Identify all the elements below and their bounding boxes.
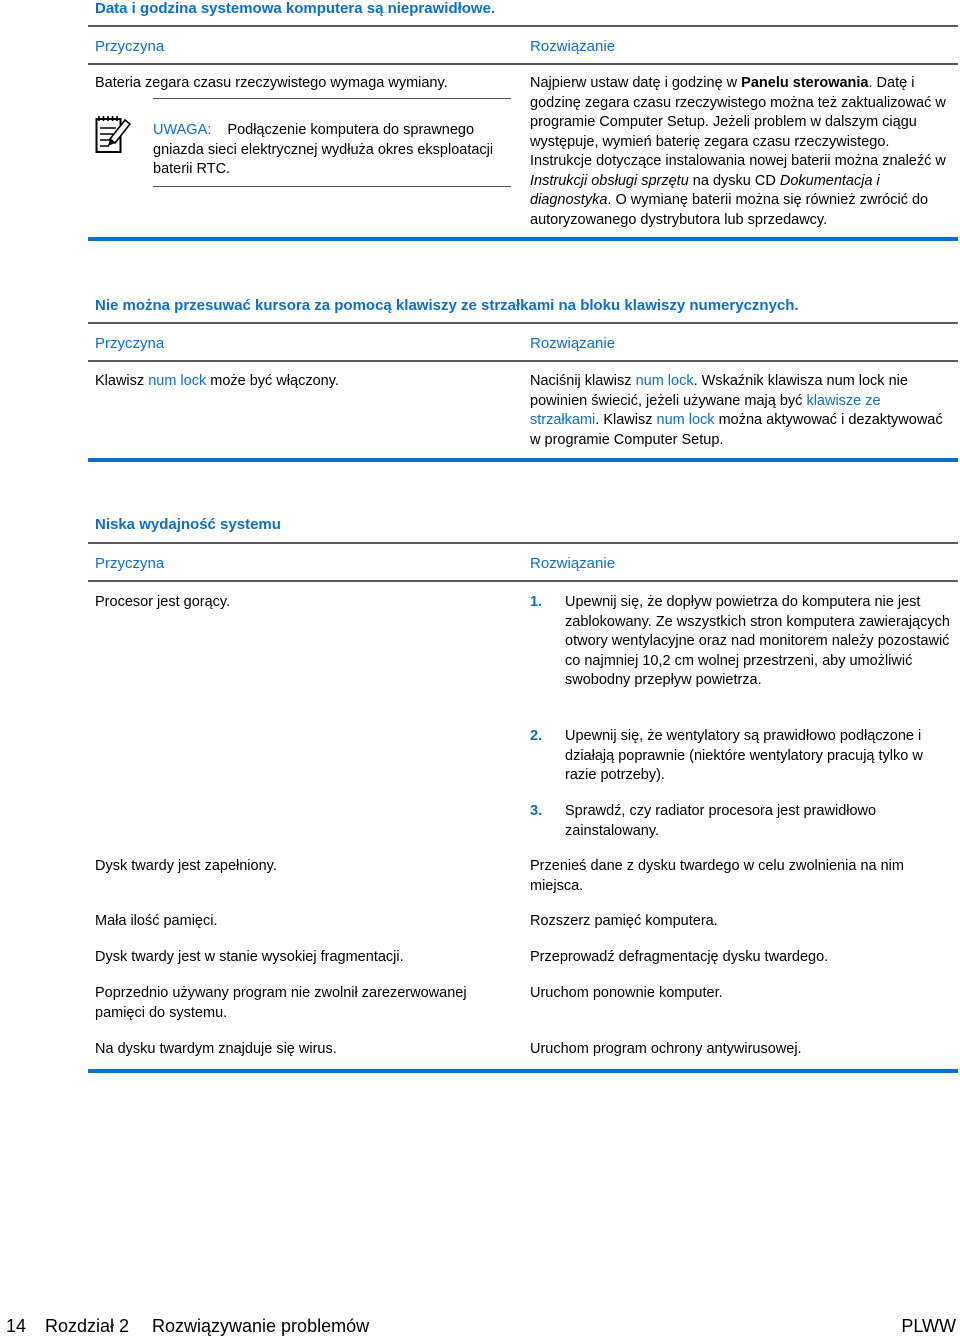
note-text: Podłączenie komputera do sprawnego gniazda sieci elektrycznej wydłuża okres eksploatacji baterii RTC.: [153, 122, 494, 177]
cause-text: Bateria zegara czasu rzeczywistego wymaga wymiany.: [95, 75, 448, 91]
documentation-cd-ref: Dokumentacja i diagnostyka: [530, 172, 880, 208]
section-bar: [88, 1069, 958, 1073]
page-number: 14: [6, 1316, 27, 1336]
solution-text: Najpierw ustaw datę i godzinę w Panelu sterowania. Datę i godzinę zegara czasu rzeczywistego można też zaktualizować w programie Computer Setup. Jeżeli problem w dalszym ciągu występuje, wymień baterię zegara czasu rzeczywistego. Instrukcje dotyczące instalowania nowej baterii można znaleźć w Instrukcji obsługi sprzętu na dysku CD Dokumentacja i diagnostyka. O wymianę baterii można się również zwrócić do autoryzowanego dystrybutora lub sprzedawcy.: [530, 75, 946, 228]
chapter-label: Rozdział 2: [45, 1316, 130, 1336]
section1-title: Data i godzina systemowa komputera są nieprawidłowe.: [95, 0, 496, 17]
note-block: [153, 121, 508, 180]
cause-header: Przyczyna: [95, 555, 165, 572]
cause-text: Klawisz num lock może być włączony.: [95, 373, 339, 389]
num-lock-ref: num lock: [635, 373, 694, 389]
cause-text: Mała ilość pamięci.: [95, 913, 218, 929]
control-panel-ref: Panelu sterowania: [741, 75, 869, 91]
num-lock-ref: num lock: [656, 412, 715, 428]
cause-text: Dysk twardy jest w stanie wysokiej fragmentacji.: [95, 949, 404, 965]
section2-title: Nie można przesuwać kursora za pomocą klawiszy ze strzałkami na bloku klawiszy numerycznych.: [95, 297, 799, 314]
document-code: PLWW: [901, 1316, 956, 1336]
step-number: 3.: [530, 803, 543, 819]
cause-text: Dysk twardy jest zapełniony.: [95, 858, 277, 874]
solution-text: Uruchom ponownie komputer.: [530, 985, 723, 1001]
step-text: Sprawdź, czy radiator procesora jest prawidłowo zainstalowany.: [565, 803, 877, 839]
cause-text: Poprzednio używany program nie zwolnił zarezerwowanej pamięci do systemu.: [95, 985, 467, 1021]
hardware-guide-ref: Instrukcji obsługi sprzętu: [530, 172, 689, 189]
step-text: Upewnij się, że dopływ powietrza do komputera nie jest zablokowany. Ze wszystkich stron komputera zawierających otwory wentylacyjne oraz nad monitorem należy pozostawić co najmniej 10,2 cm wolnej przestrzeni, aby umożliwić swobodny przepływ powietrza.: [565, 594, 950, 688]
cause-text: Procesor jest gorący.: [95, 594, 231, 610]
chapter-title: Rozwiązywanie problemów: [152, 1316, 370, 1336]
cause-header: Przyczyna: [95, 38, 165, 55]
note-top-rule: [153, 98, 511, 99]
step-number: 2.: [530, 728, 543, 744]
solution-header: Rozwiązanie: [530, 335, 616, 352]
num-lock-ref: num lock: [148, 373, 207, 389]
divider: [88, 322, 958, 324]
solution-header: Rozwiązanie: [530, 555, 616, 572]
section-bar: [88, 458, 958, 462]
section-bar: [88, 237, 958, 241]
cause-text: Na dysku twardym znajduje się wirus.: [95, 1041, 337, 1057]
note-bottom-rule: [153, 186, 511, 187]
divider: [88, 580, 958, 582]
solution-text: Przenieś dane z dysku twardego w celu zwolnienia na nim miejsca.: [530, 858, 904, 894]
divider: [88, 542, 958, 544]
divider: [88, 25, 958, 27]
note-label: UWAGA:: [153, 122, 212, 138]
cause-header: Przyczyna: [95, 335, 165, 352]
step-number: 1.: [530, 594, 543, 610]
solution-text: Uruchom program ochrony antywirusowej.: [530, 1041, 802, 1057]
solution-text: Naciśnij klawisz num lock. Wskaźnik klawisza num lock nie powinien świecić, jeżeli używane mają być klawisze ze strzałkami. Klawisz num lock można aktywować i dezaktywować w programie Computer Setup.: [530, 373, 943, 448]
solution-text: Przeprowadź defragmentację dysku twardego.: [530, 949, 829, 965]
note-icon: [95, 114, 133, 160]
solution-text: Rozszerz pamięć komputera.: [530, 913, 718, 929]
section3-title: Niska wydajność systemu: [95, 516, 281, 533]
step-text: Upewnij się, że wentylatory są prawidłowo podłączone i działają poprawnie (niektóre wentylatory pracują tylko w razie potrzeby).: [565, 728, 923, 783]
solution-header: Rozwiązanie: [530, 38, 616, 55]
divider: [88, 360, 958, 362]
divider: [88, 63, 958, 65]
arrow-keys-ref: klawisze ze strzałkami: [530, 392, 881, 428]
